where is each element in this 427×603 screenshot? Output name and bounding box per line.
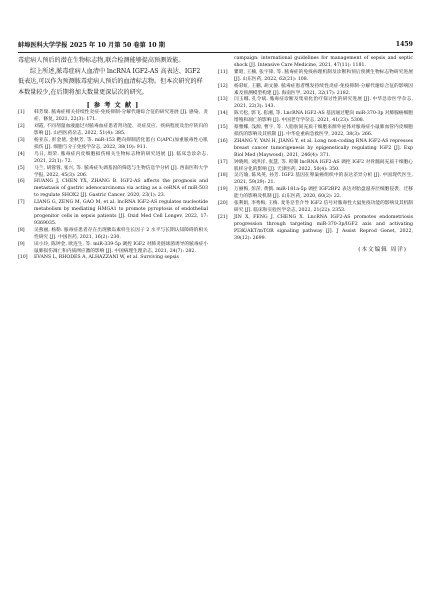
references-heading: [ 参 考 文 献 ] xyxy=(86,102,140,110)
journal-title: 蚌埠医科大学学报 2025 年 10 月第 50 卷第 10 期 xyxy=(18,42,165,49)
header-rule xyxy=(18,52,413,53)
reference-item xyxy=(18,179,208,200)
reference-number: [15] xyxy=(218,125,228,131)
reference-number: [3] xyxy=(18,138,25,143)
reference-text: 张利娟, 李秀梅, 王梅. 麦冬皂苷介导 IGF2 信号对脓毒性大鼠免疫功能的影响及其机制研究 [J]. 临床和实验医学杂志, 2022, 21(22): 2353. xyxy=(234,201,413,213)
reference-list-left xyxy=(18,110,208,262)
reference-text: 马兰, 胡蓉蓉, 张兴, 等. 脓毒症失调基因的筛选与生物信息学分析 [J]. 西南医科大学学报, 2022, 45(3): 206. xyxy=(34,165,208,178)
reference-item xyxy=(18,200,208,228)
right-column xyxy=(218,56,413,253)
reference-number: [9] xyxy=(18,241,25,247)
reference-text: 田小玲, 陈钟金, 欧连生, 等. miR-339-5p 调控 IGF2 对肺炎链球菌诱导的脓毒症小鼠肺损伤凋亡和内质网应激的影响 [J]. 中国病理生理杂志, 2021, 24(7): 282. xyxy=(34,241,208,254)
reference-item xyxy=(18,110,208,124)
reference-number: [20] xyxy=(218,201,228,207)
reference-item xyxy=(218,187,413,201)
reference-text: JIN X, FENG J, CHENG X. LncRNA IGF2-AS promotes endometriosis progression through targeting miR-370-3p/IGF2 axis and activating PI3K/AKT/mTOR signaling pathway [J]. J Assist Reprod Genet, 2022, 39(12): 2699. xyxy=(234,214,413,241)
reference-item xyxy=(18,255,208,262)
reference-number: [10] xyxy=(18,255,28,261)
reference-item xyxy=(218,173,413,187)
reference-number: [18] xyxy=(218,173,228,179)
running-header xyxy=(18,40,413,49)
reference-item xyxy=(218,125,413,139)
body-paragraph: 综上所述,脓毒症病人血清中 lncRNA IGF2-AS 高表达、IGF2 低表达,可以作为预测脓毒症病人预后的血清标志物。但本次研究的样本数量较少,在后期将加大数量更深层次的研究。 xyxy=(18,67,203,96)
reference-text: 钟晓鸣, 刘洪洋, 张慧, 等. 抑制 lncRNA IGF2-AS 调控 IGF2 对骨髓间充质干细胞心肌样分化的影响 [J]. 天津医药, 2022, 50(4): 350. xyxy=(234,159,413,172)
reference-item xyxy=(218,97,413,111)
reference-number: [19] xyxy=(218,187,228,193)
reference-item xyxy=(18,166,208,180)
reference-list-right xyxy=(218,56,413,242)
page-number: 1459 xyxy=(395,41,413,48)
reference-text: 韩芳瑞. 脓毒症相关持续性炎症-免疫抑制-分解代谢综合征的研究进展 [J]. 感染、炎症、修复, 2021, 22(3): 171. xyxy=(34,110,208,123)
reference-text: 乌日, 周荣. 脓毒症内皮细胞损伤相关生物标志物的研究进展 [J]. 临床急诊杂志, 2021, 22(1): 72. xyxy=(34,151,208,164)
reference-number: [14] xyxy=(218,111,228,117)
reference-number: [6] xyxy=(18,179,25,185)
reference-item xyxy=(18,228,208,242)
reference-item xyxy=(218,111,413,125)
editor-note: (本文编辑 周洋) xyxy=(358,247,407,254)
reference-text: 蔡雅娜, 浅源, 曹宇, 等. 人脂肪间充质干细胞来源外泌体对脓毒症小鼠肺血管内皮细胞损伤的影响及其机制 [J]. 中华危重病急救医学, 2022, 38(3): 266. xyxy=(234,125,413,137)
reference-text: 杨彩虹, 王鹏, 胡文静. 脓毒症患者继发持续性炎症-免疫抑制-分解代谢综合征的影响因素及预测模型构建 [J]. 海南医学, 2021, 32(17): 2182. xyxy=(234,83,413,96)
reference-number: [21] xyxy=(218,214,228,220)
reference-number: [7] xyxy=(18,200,25,206)
reference-item xyxy=(18,124,208,138)
reference-number: [12] xyxy=(218,83,228,89)
left-column xyxy=(18,56,208,262)
reference-number: [16] xyxy=(218,138,228,144)
reference-text: 吴巧瑜, 陈凤英, 孙芳. IGF2 基因在卵巢癌组织中的表达差异分析 [J]. 中国现代医生, 2021, 59(29): 21. xyxy=(234,173,413,186)
reference-text: 闫玉娜, 孔令斌. 脓毒症诊断及集束化治疗探讨性的研究进展 [J]. 中华急诊医学杂志, 2021, 22(3): 143. xyxy=(234,97,413,110)
reference-item xyxy=(218,70,413,84)
reference-item xyxy=(218,201,413,215)
reference-number xyxy=(218,56,234,70)
reference-text: LIANG G, ZENG M, GAO M, et al. lncRNA IGF2-AS regulates nucleotide metabolism by mediating HMGA1 to promote pyroptosis of endothelial progenitor cells in sepsis patients [J]. Oxid Med Cell Longev, 2022, 17: 9369035. xyxy=(34,200,208,226)
reference-text: EVANS L, RHODES A, ALHAZZANI W, et al. Surviving sepsis xyxy=(34,255,179,261)
body-paragraph: 毒症病人预后的潜在生物标志物,联合检测能够提高预测效能。 xyxy=(18,57,185,64)
reference-number: [2] xyxy=(18,124,25,130)
reference-item xyxy=(18,242,208,256)
reference-number: [13] xyxy=(218,97,228,103)
reference-item xyxy=(218,56,413,70)
reference-text: ZHANG Y, YAN H, JIANG Y, et al. Long non-coding RNA IGF2-AS represses breast cancer tumorigenesis by epigenetically regulating IGF2 [J]. Exp Biol Med (Maywood), 2021, 246(4): 371. xyxy=(234,138,413,158)
reference-item xyxy=(218,84,413,98)
reference-item xyxy=(218,215,413,243)
reference-item xyxy=(218,160,413,174)
reference-number: [11] xyxy=(218,69,228,75)
reference-item xyxy=(18,152,208,166)
reference-text: HUANG J, CHEN YX, ZHANG B. IGF2-AS affects the prognosis and metastasis of gastric adenocarcinoma via acting as a ceRNA of miR-503 to regulate SHOX2 [J]. Gastric Cancer, 2020, 23(1): 23. xyxy=(34,179,208,199)
reference-text: 万丽梅, 彭萍, 黄鹤. miR-181a-5p 调控 IGF2BP2 表达对胎盘滋养层细胞侵袭、迁移能力的影响及机制 [J]. 山东医药, 2020, 60(2): 22. xyxy=(234,187,413,200)
reference-item xyxy=(218,139,413,160)
reference-number: [1] xyxy=(18,110,25,116)
reference-number: [5] xyxy=(18,165,25,171)
reference-text: 杨亚东, 彭金倩, 金秋芳, 等. miR-153 靶向抑制活化蛋白 C(APC)加重脓毒性心肌损伤 [J]. 细胞与分子免疫学杂志, 2022, 38(10): 911. xyxy=(34,138,208,150)
reference-item xyxy=(18,138,208,152)
reference-text: 瞿昭, 王楠, 张宇锋, 等. 脓毒症的免疫病理机制及诊断和预后预测生物标志物研究进展 [J]. 山东医药, 2022, 62(21): 108. xyxy=(234,69,413,82)
reference-text: 陈天松, 郭飞, 崔湘, 等. LncRNA IGF2-AS 基因通过靶向 miR-370-3p 对肺腺癌细胞增殖和凋亡的影响 [J]. 中国老年学杂志, 2021, 41(23): 5308. xyxy=(234,111,413,124)
reference-text: 吴燕丽, 杨勒. 脓毒症患者存在出现胰岛素样生长因子 2 水平与长期认知障碍的相关性研究 [J]. 中国医药, 2021, 16(2): 230. xyxy=(34,227,208,240)
reference-text: campaign: international guidelines for management of sepsis and septic shock [J]. Intensive Care Medicine, 2021, 47(11): 1181. xyxy=(234,56,413,68)
reference-number: [8] xyxy=(18,227,25,233)
reference-number: [17] xyxy=(218,159,228,165)
reference-number: [4] xyxy=(18,151,25,157)
reference-text: 刘霞, 不同剂量血液滤过对脓毒血症患者肾功能、炎症反应、疾病程度及治疗转归的影响 [J]. 山西医药杂志, 2022, 51(4): 385. xyxy=(34,124,208,137)
